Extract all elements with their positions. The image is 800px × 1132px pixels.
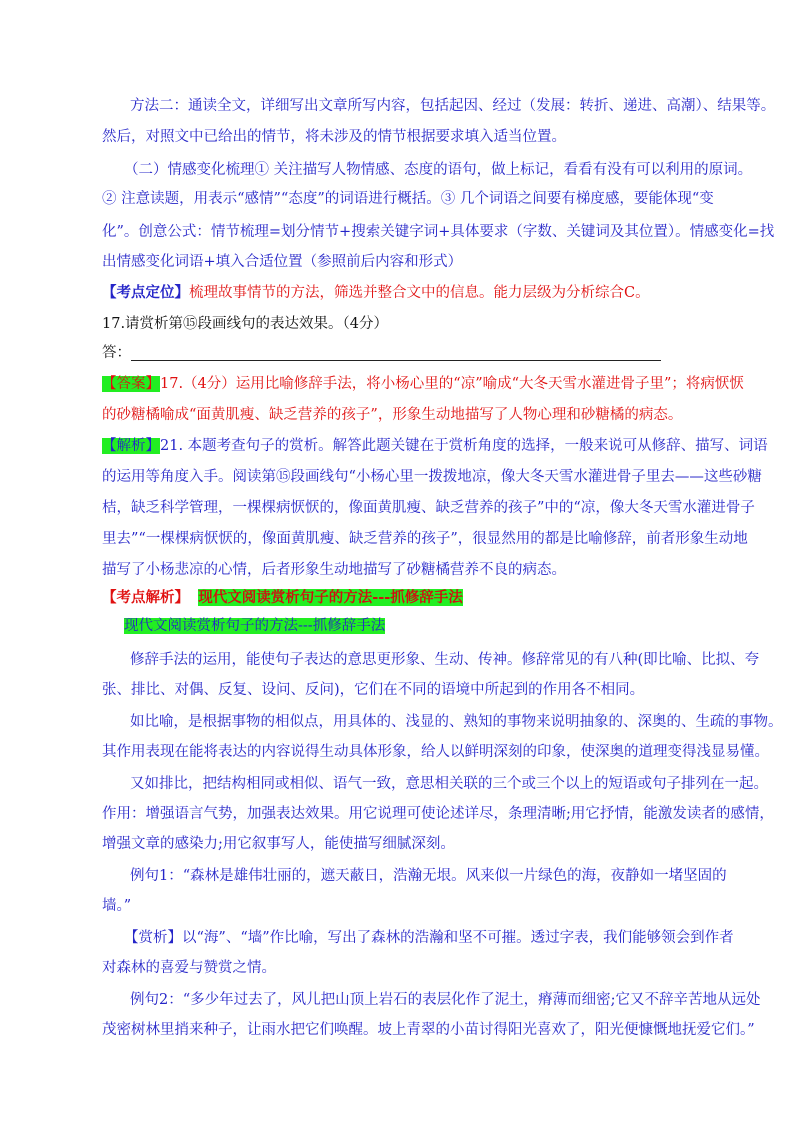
- analysis-line1: 21. 本题考查句子的赏析。解答此题关键在于赏析角度的选择，一般来说可从修辞、描写、词语: [160, 438, 768, 454]
- example2-line2: 茂密树林里捎来种子，让雨水把它们唤醒。坡上青翠的小苗讨得阳光喜欢了，阳光便慷慨地抚爱它们。”: [102, 1022, 755, 1038]
- answer-block-line1: [102, 374, 742, 394]
- emotion-line2: ② 注意读题，用表示“感情”“态度”的词语进行概括。③ 几个词语之间要有梯度感，要能体现“变: [102, 191, 714, 207]
- analysis-line2: 的运用等角度入手。阅读第⑮段画线句“小杨心里一拨拨地凉，像大冬天雪水灌进骨子里去——这些砂糖: [102, 469, 762, 485]
- emotion-line1: （二）情感变化梳理① 关注描写人物情感、态度的语句，做上标记，看看有没有可以利用的原词。: [124, 162, 753, 178]
- emotion-line4: 出情感变化词语+填入合适位置（参照前后内容和形式）: [102, 254, 463, 270]
- kaodian-jiexi-text: 现代文阅读赏析句子的方法---抓修辞手法: [198, 589, 463, 606]
- analysis-line5: 描写了小杨悲凉的心情，后者形象生动地描写了砂糖橘营养不良的病态。: [102, 562, 566, 578]
- appreciation-line2: 对森林的喜爱与赞赏之情。: [102, 960, 276, 976]
- body-p1-line1: 修辞手法的运用，能使句子表达的意思更形象、生动、传神。修辞常见的有八种(即比喻、比拟、夸: [130, 652, 760, 668]
- body-p3-line2: 作用：增强语言气势，加强表达效果。用它说理可使论述详尽，条理清晰;用它抒情，能激发读者的感情，: [102, 806, 774, 822]
- example2-line1: 例句2：“多少年过去了，风儿把山顶上岩石的表层化作了泥土，瘠薄而细密;它又不辞辛苦地从远处: [130, 992, 761, 1008]
- answer-text-line2: 的砂糖橘喻成“面黄肌瘦、缺乏营养的孩子”，形象生动地描写了人物心理和砂糖橘的病态。: [102, 407, 683, 423]
- body-p2-line1: 如比喻，是根据事物的相似点，用具体的、浅显的、熟知的事物来说明抽象的、深奥的、生疏的事物。: [130, 714, 783, 730]
- body-p3-line3: 增强文章的感染力;用它叙事写人，能使描写细腻深刻。: [102, 836, 455, 852]
- example1-line1: 例句1：“森林是雄伟壮丽的，遮天蔽日，浩瀚无垠。风来似一片绿色的海，夜静如一堵坚固的: [130, 868, 727, 884]
- answer-blank: [131, 346, 661, 361]
- appreciation-line1: 【赏析】以“海”、“墙”作比喻，写出了森林的浩瀚和坚不可摧。透过字表，我们能够领会到作者: [124, 930, 734, 946]
- body-p1-line2: 张、排比、对偶、反复、设问、反问)，它们在不同的语境中所起到的作用各不相同。: [102, 682, 645, 698]
- kaodian-jiexi: [102, 588, 742, 608]
- analysis-line3: 桔，缺乏科学管理，一棵棵病恹恹的，像面黄肌瘦、缺乏营养的孩子”中的“凉，像大冬天雪水灌进骨子: [102, 500, 755, 516]
- answer-label: 答：: [102, 345, 131, 361]
- answer-line: [102, 343, 742, 363]
- question-17: 17.请赏析第⑮段画线句的表达效果。（4分）: [102, 316, 389, 332]
- analysis-line4: 里去”“一棵棵病恹恹的，像面黄肌瘦、缺乏营养的孩子”，很显然用的都是比喻修辞，前者形象生动地: [102, 531, 748, 547]
- kaodian-dingwei-text: 梳理故事情节的方法，筛选并整合文中的信息。能力层级为分析综合C。: [189, 285, 650, 301]
- answer-tag: 【答案】: [102, 376, 160, 392]
- kaodian-subtitle: 现代文阅读赏析句子的方法---抓修辞手法: [124, 618, 386, 634]
- emotion-line3: 化”。创意公式：情节梳理=划分情节+搜索关键字词+具体要求（字数、关键词及其位置）。情感变化=找: [102, 224, 775, 240]
- analysis-line1-wrap: [102, 436, 768, 456]
- kaodian-dingwei-tag: 【考点定位】: [102, 284, 189, 301]
- kaodian-dingwei: [102, 283, 742, 303]
- method2-line2: 然后，对照文中已给出的情节，将未涉及的情节根据要求填入适当位置。: [102, 129, 566, 145]
- analysis-tag: 【解析】: [102, 438, 160, 454]
- kaodian-subtitle-wrap: [124, 616, 764, 636]
- answer-text-line1: 17.（4分）运用比喻修辞手法，将小杨心里的“凉”喻成“大冬天雪水灌进骨子里”；将病恹恹: [160, 376, 744, 392]
- kaodian-jiexi-tag: 【考点解析】: [102, 589, 189, 606]
- body-p2-line2: 其作用表现在能将表达的内容说得生动具体形象，给人以鲜明深刻的印象，使深奥的道理变得浅显易懂。: [102, 744, 769, 760]
- example1-line2: 墙。”: [102, 898, 132, 914]
- method2-line1: 方法二：通读全文，详细写出文章所写内容，包括起因、经过（发展：转折、递进、高潮）、结果等。: [130, 98, 776, 114]
- body-p3-line1: 又如排比，把结构相同或相似、语气一致，意思相关联的三个或三个以上的短语或句子排列在一起。: [130, 776, 768, 792]
